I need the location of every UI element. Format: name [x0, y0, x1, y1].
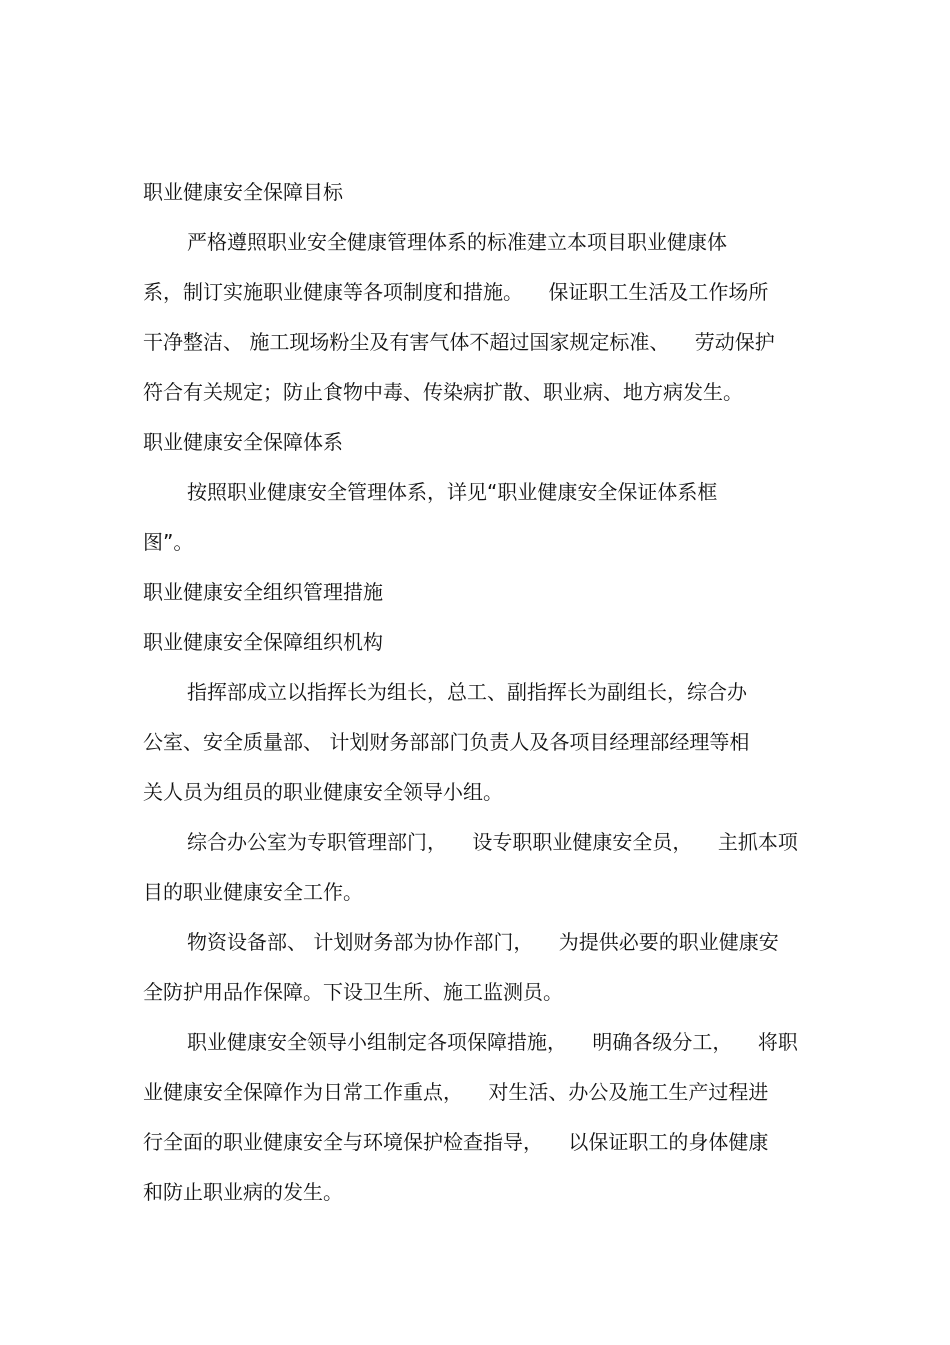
- paragraph-line: 业健康安全保障作为日常工作重点， 对生活、办公及施工生产过程进: [143, 1080, 769, 1104]
- paragraph-line: 系，制订实施职业健康等各项制度和措施。 保证职工生活及工作场所: [143, 280, 769, 304]
- paragraph-line: 按照职业健康安全管理体系，详见“职业健康安全保证体系框: [187, 480, 718, 504]
- heading-organization-measures: 职业健康安全组织管理措施: [143, 580, 383, 604]
- paragraph-line: 公室、安全质量部、 计划财务部部门负责人及各项目经理部经理等相: [143, 730, 750, 754]
- paragraph-line: 指挥部成立以指挥长为组长，总工、副指挥长为副组长，综合办: [187, 680, 747, 704]
- paragraph-line: 干净整洁、 施工现场粉尘及有害气体不超过国家规定标准、 劳动保护: [143, 330, 775, 354]
- paragraph-line: 图”。: [143, 530, 194, 554]
- paragraph-line: 关人员为组员的职业健康安全领导小组。: [143, 780, 503, 804]
- paragraph-line: 目的职业健康安全工作。: [143, 880, 363, 904]
- paragraph-line: 全防护用品作保障。下设卫生所、施工监测员。: [143, 980, 563, 1004]
- heading-safety-goal: 职业健康安全保障目标: [143, 180, 343, 204]
- paragraph-line: 物资设备部、 计划财务部为协作部门， 为提供必要的职业健康安: [187, 930, 779, 954]
- paragraph-line: 行全面的职业健康安全与环境保护检查指导， 以保证职工的身体健康: [143, 1130, 769, 1154]
- heading-organization-structure: 职业健康安全保障组织机构: [143, 630, 383, 654]
- paragraph-line: 综合办公室为专职管理部门， 设专职职业健康安全员， 主抓本项: [187, 830, 798, 854]
- paragraph-line: 和防止职业病的发生。: [143, 1180, 343, 1204]
- heading-safety-system: 职业健康安全保障体系: [143, 430, 343, 454]
- paragraph-line: 职业健康安全领导小组制定各项保障措施， 明确各级分工， 将职: [187, 1030, 798, 1054]
- paragraph-line: 符合有关规定；防止食物中毒、传染病扩散、职业病、地方病发生。: [143, 380, 743, 404]
- paragraph-line: 严格遵照职业安全健康管理体系的标准建立本项目职业健康体: [187, 230, 727, 254]
